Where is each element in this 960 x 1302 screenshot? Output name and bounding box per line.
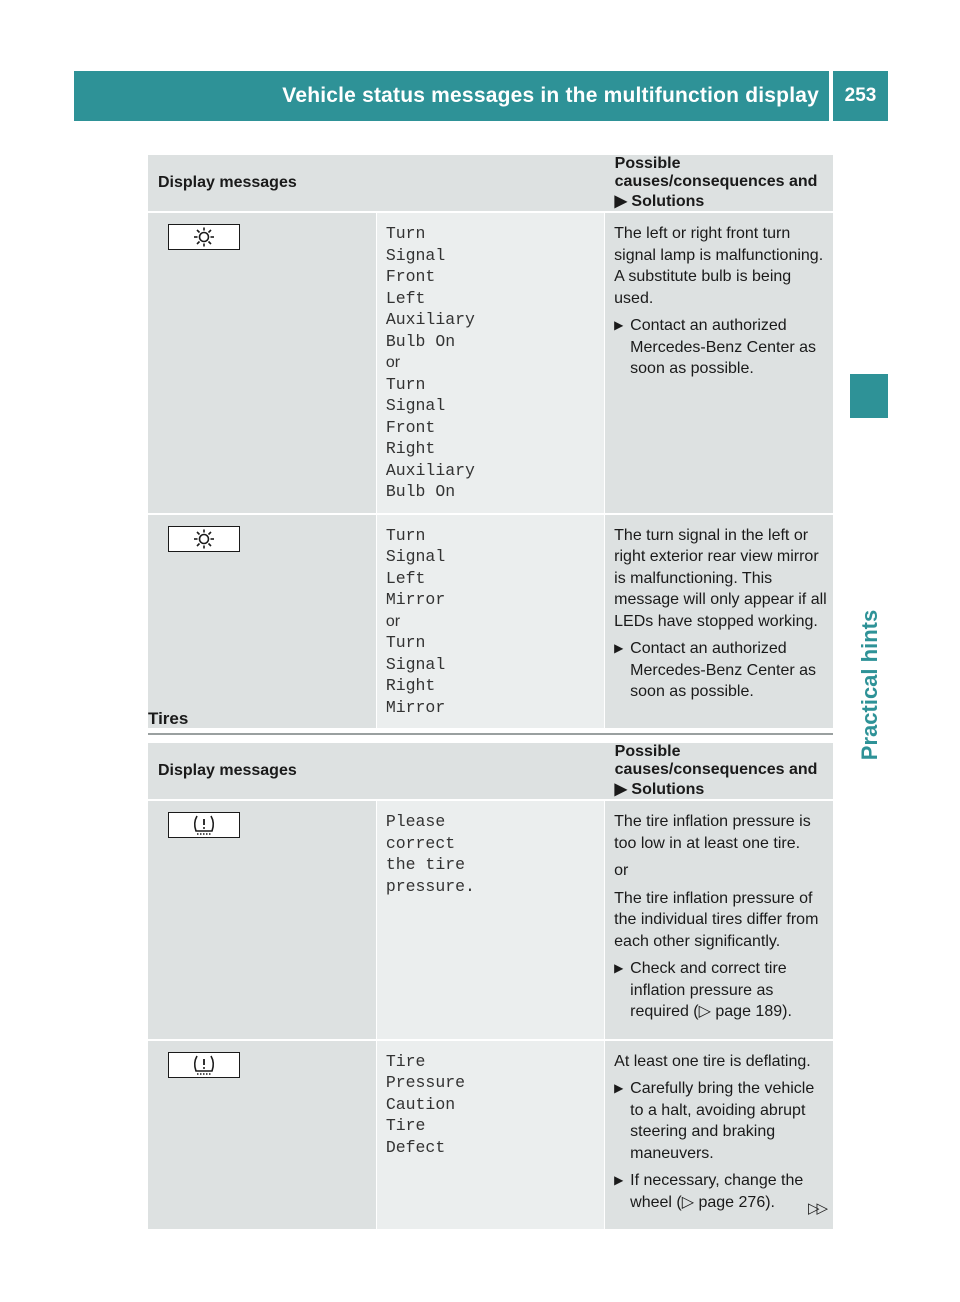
page-title: Vehicle status messages in the multifunction display: [282, 84, 819, 107]
table-row: [148, 212, 833, 514]
table-row: [148, 1040, 833, 1231]
column-header-display-messages: Display messages: [148, 155, 605, 212]
step-arrow-icon: ▶: [614, 1081, 624, 1095]
message-description: At least one tire is deflating. ▶ Carefully bring the vehicle to a halt, avoiding abrupt steering and braking maneuvers. ▶ If necessary, change the wheel (▷ page 276).: [605, 1040, 833, 1231]
solution-step: ▶ Contact an authorized Mercedes-Benz Center as soon as possible.: [614, 638, 827, 703]
tire-messages-table: [148, 743, 833, 1231]
tire-pressure-icon: [168, 812, 240, 838]
continue-icon: ▷▷: [808, 1200, 826, 1217]
column-header-causes-solutions: Possible causes/consequences and ▶ Solutions: [605, 743, 833, 800]
solution-step: ▶ Check and correct tire inflation pressure as required (▷ page 189).: [614, 958, 827, 1023]
display-message-code: Turn Signal Front Left Auxiliary Bulb On or Turn Signal Front Right Auxiliary Bulb On: [376, 212, 604, 514]
side-tab-label: Practical hints: [857, 609, 883, 761]
side-tab: [853, 595, 887, 775]
solution-step: ▶ Carefully bring the vehicle to a halt, avoiding abrupt steering and braking maneuvers.: [614, 1078, 827, 1164]
table-row: [148, 514, 833, 730]
step-arrow-icon: ▶: [614, 318, 624, 332]
step-arrow-icon: ▶: [614, 961, 624, 975]
step-arrow-icon: ▶: [614, 641, 624, 655]
solution-step: ▶ If necessary, change the wheel (▷ page 276).: [614, 1170, 827, 1213]
message-description: The turn signal in the left or right exterior rear view mirror is malfunctioning. This message will only appear if all LEDs have stopped working. ▶ Contact an authorized Mercedes-Benz Center as soon as possible.: [605, 514, 833, 730]
column-header-display-messages: Display messages: [148, 743, 605, 800]
step-arrow-icon: ▶: [614, 1173, 624, 1187]
side-tab-marker: [850, 374, 888, 418]
page-header: [74, 71, 829, 121]
turn-signal-messages-table: [148, 155, 833, 730]
table-row: [148, 800, 833, 1040]
section-title: Tires: [148, 709, 833, 735]
bulb-icon: [168, 224, 240, 250]
page-number: 253: [833, 71, 888, 121]
message-description: The left or right front turn signal lamp is malfunctioning. A substitute bulb is being used. ▶ Contact an authorized Mercedes-Benz Center as soon as possible.: [605, 212, 833, 514]
display-message-code: Please correct the tire pressure.: [376, 800, 604, 1040]
message-description: The tire inflation pressure is too low in at least one tire. or The tire inflation pressure of the individual tires differ from each other significantly. ▶ Check and correct tire inflation pressure as required (▷ page 189).: [605, 800, 833, 1040]
display-message-code: Tire Pressure Caution Tire Defect: [376, 1040, 604, 1231]
column-header-causes-solutions: Possible causes/consequences and ▶ Solutions: [605, 155, 833, 212]
display-message-code: Turn Signal Left Mirror or Turn Signal Right Mirror: [376, 514, 604, 730]
solution-step: ▶ Contact an authorized Mercedes-Benz Center as soon as possible.: [614, 315, 827, 380]
bulb-icon: [168, 526, 240, 552]
tire-pressure-icon: [168, 1052, 240, 1078]
